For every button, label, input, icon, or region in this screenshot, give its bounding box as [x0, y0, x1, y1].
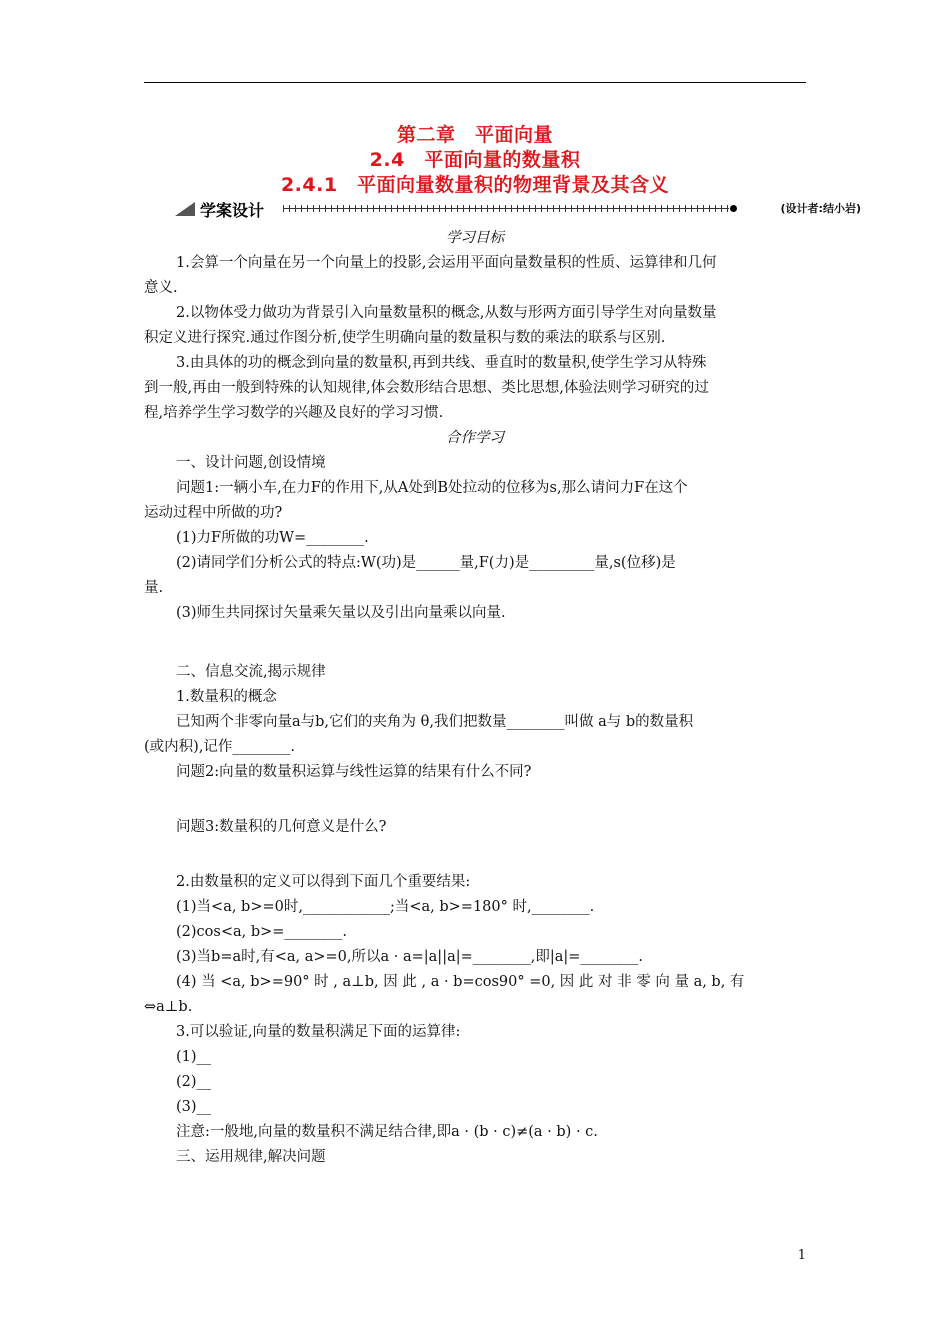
- banner-line: [283, 208, 729, 209]
- blank-space: [144, 785, 806, 815]
- section-heading: 一、设计问题,创设情境: [176, 455, 326, 471]
- paragraph-line: (3)__: [176, 1099, 212, 1115]
- header-rule: [144, 82, 806, 83]
- paragraph-line: (3)师生共同探讨矢量乘矢量以及引出向量乘以向量.: [176, 605, 506, 621]
- blank-space: [144, 840, 806, 870]
- paragraph-line: (2)cos<a, b>=________.: [176, 924, 348, 940]
- paragraph-line: (或内积),记作________.: [144, 739, 296, 755]
- subsection-title: 2.4.1 平面向量数量积的物理背景及其含义: [280, 174, 670, 196]
- paragraph-line: 意义.: [144, 280, 178, 296]
- banner-credit: (设计者:结小岩): [780, 202, 861, 215]
- section-heading: 二、信息交流,揭示规律: [176, 664, 326, 680]
- paragraph-line: (1)力F所做的功W=________.: [176, 530, 369, 546]
- paragraph-line: (2)__: [176, 1074, 212, 1090]
- paragraph-line: 注意:一般地,向量的数量积不满足结合律,即a · (b · c)≠(a · b) · c.: [176, 1124, 598, 1140]
- paragraph-line: 2.由数量积的定义可以得到下面几个重要结果:: [176, 874, 471, 890]
- heading-objectives: 学习目标: [446, 230, 504, 246]
- section-heading: 三、运用规律,解决问题: [176, 1149, 326, 1165]
- design-banner: [175, 198, 861, 220]
- paragraph-line: ⇔a⊥b.: [144, 999, 193, 1015]
- chapter-titles: [144, 123, 806, 198]
- paragraph-line: 问题2:向量的数量积运算与线性运算的结果有什么不同?: [176, 764, 532, 780]
- paragraph-line: 量.: [144, 580, 164, 596]
- paragraph-line: (2)请同学们分析公式的特点:W(功)是______量,F(力)是_________量,s(位移)是: [176, 555, 676, 571]
- paragraph-line: 2.以物体受力做功为背景引入向量数量积的概念,从数与形两方面引导学生对向量数量: [176, 305, 717, 321]
- paragraph-line: 问题3:数量积的几何意义是什么?: [176, 819, 387, 835]
- banner-label: 学案设计: [200, 201, 265, 220]
- paragraph-line: 积定义进行探究.通过作图分析,使学生明确向量的数量积与数的乘法的联系与区别.: [144, 330, 666, 346]
- banner-dot-icon: [730, 205, 737, 212]
- paragraph-line: 到一般,再由一般到特殊的认知规律,体会数形结合思想、类比思想,体验法则学习研究的过: [144, 380, 709, 396]
- paragraph-line: (1)当<a, b>=0时,____________;当<a, b>=180° 时,________.: [176, 899, 595, 915]
- paragraph-line: 已知两个非零向量a与b,它们的夹角为 θ,我们把数量________叫做 a与 b的数量积: [176, 714, 694, 730]
- paragraph-line: 运动过程中所做的功?: [144, 505, 283, 521]
- heading-cooperative: 合作学习: [446, 430, 504, 446]
- paragraph-line: 问题1:一辆小车,在力F的作用下,从A处到B处拉动的位移为s,那么请问力F在这个: [176, 480, 688, 496]
- paragraph-line: 3.可以验证,向量的数量积满足下面的运算律:: [176, 1024, 461, 1040]
- paragraph-line: 1.会算一个向量在另一个向量上的投影,会运用平面向量数量积的性质、运算律和几何: [176, 255, 717, 271]
- page-number: 1: [797, 1248, 806, 1263]
- paragraph-line: 3.由具体的功的概念到向量的数量积,再到共线、垂直时的数量积,使学生学习从特殊: [176, 355, 707, 371]
- paragraph-line: 1.数量积的概念: [176, 689, 277, 705]
- blank-space: [144, 626, 806, 660]
- chapter-title: 第二章 平面向量: [396, 124, 553, 146]
- paragraph-line: (3)当b=a时,有<a, a>=0,所以a · a=|a||a|=________,即|a|=________.: [176, 949, 644, 965]
- document-body: [144, 226, 806, 1170]
- paragraph-line: (4) 当 <a, b>=90° 时 , a⊥b, 因 此 , a · b=cos90° =0, 因 此 对 非 零 向 量 a, b, 有: [176, 974, 745, 990]
- section-title: 2.4 平面向量的数量积: [369, 149, 581, 171]
- paragraph-line: (1)__: [176, 1049, 212, 1065]
- paragraph-line: 程,培养学生学习数学的兴趣及良好的学习习惯.: [144, 405, 444, 421]
- banner-triangle-icon: [175, 202, 195, 216]
